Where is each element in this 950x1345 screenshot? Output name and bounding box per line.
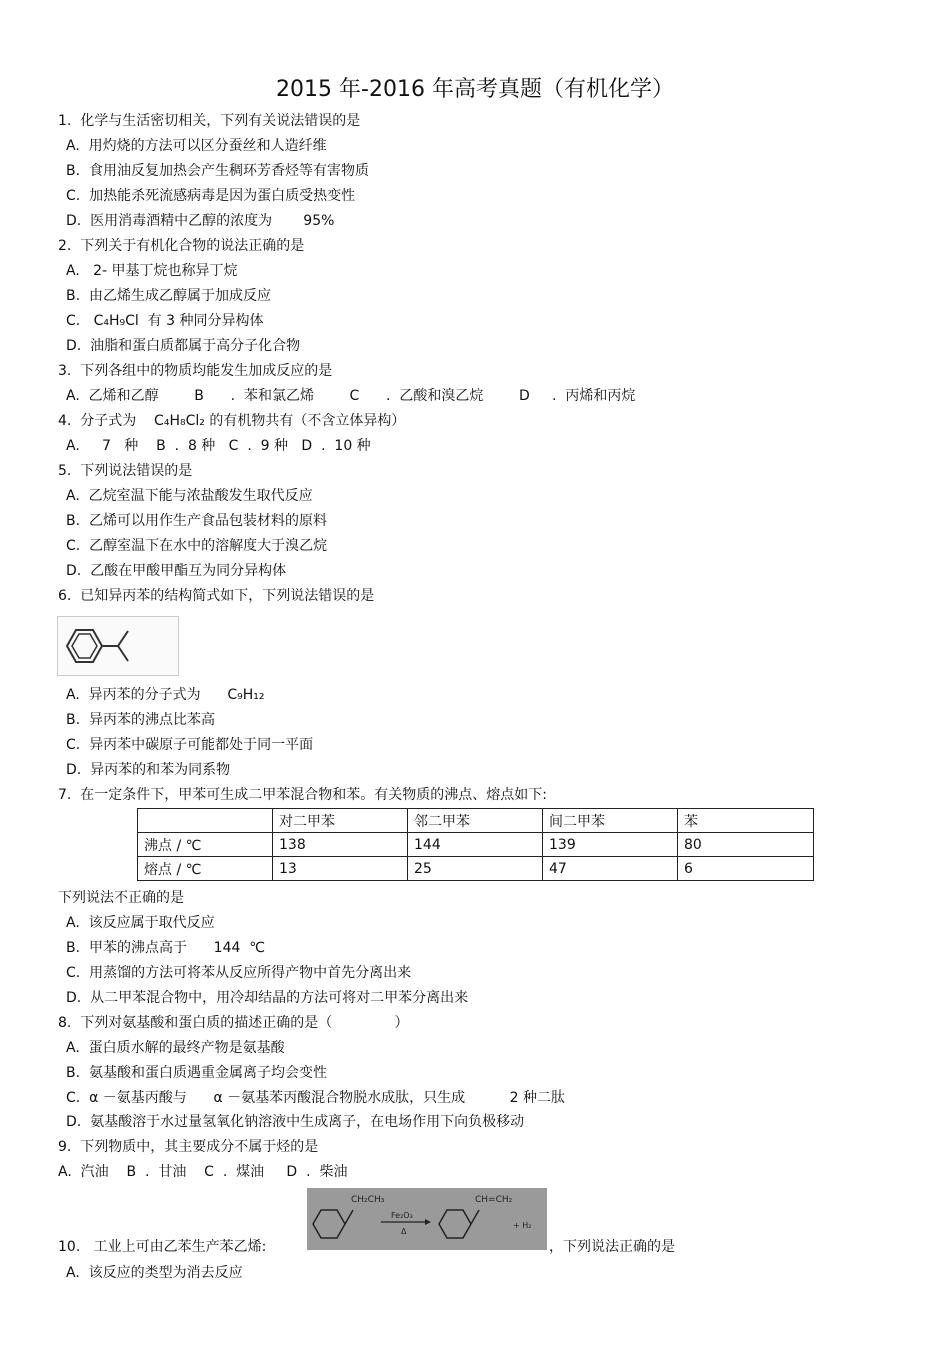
- table-cell: 邻二甲苯: [408, 809, 543, 833]
- page-title: 2015 年-2016 年高考真题（有机化学）: [276, 77, 674, 102]
- option-5a: A. 乙烷室温下能与浓盐酸发生取代反应: [66, 488, 313, 504]
- option-10a: A. 该反应的类型为消去反应: [66, 1265, 243, 1281]
- table-cell: 25: [408, 857, 543, 881]
- table-cell: 80: [678, 833, 814, 857]
- question-9: 9. 下列物质中，其主要成分不属于烃的是: [58, 1139, 319, 1155]
- boiling-melting-table: [137, 808, 814, 881]
- option-7b: B. 甲苯的沸点高于 144 ℃: [66, 940, 266, 956]
- table-cell: 139: [543, 833, 678, 857]
- byproduct-label: + H₂: [513, 1221, 532, 1230]
- isopropylbenzene-drawing: [58, 617, 178, 675]
- table-cell: 沸点 / ℃: [138, 833, 273, 857]
- table-cell: 苯: [678, 809, 814, 833]
- ethylbenzene-to-styrene-drawing: [307, 1188, 547, 1250]
- question-8: 8. 下列对氨基酸和蛋白质的描述正确的是（ ）: [58, 1015, 409, 1031]
- table-cell: 间二甲苯: [543, 809, 678, 833]
- question-3: 3. 下列各组中的物质均能发生加成反应的是: [58, 363, 333, 379]
- option-5c: C. 乙醇室温下在水中的溶解度大于溴乙烷: [66, 538, 328, 554]
- catalyst-label: Fe₂O₃: [391, 1211, 413, 1220]
- option-6a: A. 异丙苯的分子式为 C₉H₁₂: [66, 687, 265, 703]
- question-2: 2. 下列关于有机化合物的说法正确的是: [58, 238, 305, 254]
- options-4: A. 7 种 B . 8 种 C . 9 种 D . 10 种: [66, 438, 371, 454]
- question-7-tail: 下列说法不正确的是: [58, 890, 184, 906]
- question-10: 10. 工业上可由乙苯生产苯乙烯:: [58, 1239, 267, 1255]
- option-1d: D. 医用消毒酒精中乙醇的浓度为 95%: [66, 213, 335, 229]
- option-1c: C. 加热能杀死流感病毒是因为蛋白质受热变性: [66, 188, 356, 204]
- condition-label: Δ: [401, 1227, 407, 1236]
- table-cell: 6: [678, 857, 814, 881]
- table-cell: 13: [273, 857, 408, 881]
- option-2b: B. 由乙烯生成乙醇属于加成反应: [66, 288, 271, 304]
- option-7a: A. 该反应属于取代反应: [66, 915, 215, 931]
- option-8b: B. 氨基酸和蛋白质遇重金属离子均会变性: [66, 1065, 327, 1081]
- question-1: 1. 化学与生活密切相关，下列有关说法错误的是: [58, 113, 361, 129]
- question-5: 5. 下列说法错误的是: [58, 463, 193, 479]
- table-cell: 144: [408, 833, 543, 857]
- options-3: A. 乙烯和乙醇 B . 苯和氯乙烯 C . 乙酸和溴乙烷 D . 丙烯和丙烷: [66, 388, 636, 404]
- question-10-tail: ，下列说法正确的是: [549, 1239, 675, 1255]
- option-8c: C. α －氨基丙酸与 α －氨基苯丙酸混合物脱水成肽，只生成 2 种二肽: [66, 1090, 566, 1106]
- table-cell: 138: [273, 833, 408, 857]
- question-4: 4. 分子式为 C₄H₈Cl₂ 的有机物共有（不含立体异构）: [58, 413, 406, 429]
- options-9: A. 汽油 B . 甘油 C . 煤油 D . 柴油: [58, 1164, 348, 1180]
- option-8d: D. 氨基酸溶于水过量氢氧化钠溶液中生成离子，在电场作用下向负极移动: [66, 1114, 525, 1130]
- table-cell: 47: [543, 857, 678, 881]
- isopropylbenzene-structure: [57, 616, 179, 676]
- option-2a: A. 2- 甲基丁烷也称异丁烷: [66, 263, 238, 279]
- product-label: CH=CH₂: [475, 1195, 513, 1205]
- table-cell: [138, 809, 273, 833]
- option-5d: D. 乙酸在甲酸甲酯互为同分异构体: [66, 563, 287, 579]
- option-5b: B. 乙烯可以用作生产食品包装材料的原料: [66, 513, 327, 529]
- reaction-image: [307, 1188, 547, 1250]
- option-6d: D. 异丙苯的和苯为同系物: [66, 762, 231, 778]
- option-7c: C. 用蒸馏的方法可将苯从反应所得产物中首先分离出来: [66, 965, 412, 981]
- option-6c: C. 异丙苯中碳原子可能都处于同一平面: [66, 737, 314, 753]
- reactant-label: CH₂CH₃: [351, 1195, 385, 1205]
- table-cell: 熔点 / ℃: [138, 857, 273, 881]
- option-7d: D. 从二甲苯混合物中，用冷却结晶的方法可将对二甲苯分离出来: [66, 990, 469, 1006]
- table-row: [138, 857, 814, 881]
- option-6b: B. 异丙苯的沸点比苯高: [66, 712, 215, 728]
- table-row: [138, 833, 814, 857]
- option-2d: D. 油脂和蛋白质都属于高分子化合物: [66, 338, 301, 354]
- question-6: 6. 已知异丙苯的结构简式如下，下列说法错误的是: [58, 588, 375, 604]
- question-7: 7. 在一定条件下，甲苯可生成二甲苯混合物和苯。有关物质的沸点、熔点如下:: [58, 787, 547, 803]
- option-8a: A. 蛋白质水解的最终产物是氨基酸: [66, 1040, 285, 1056]
- option-1b: B. 食用油反复加热会产生稠环芳香烃等有害物质: [66, 163, 369, 179]
- table-cell: 对二甲苯: [273, 809, 408, 833]
- option-1a: A. 用灼烧的方法可以区分蚕丝和人造纤维: [66, 138, 327, 154]
- option-2c: C. C₄H₉Cl 有 3 种同分异构体: [66, 313, 264, 329]
- table-header-row: [138, 809, 814, 833]
